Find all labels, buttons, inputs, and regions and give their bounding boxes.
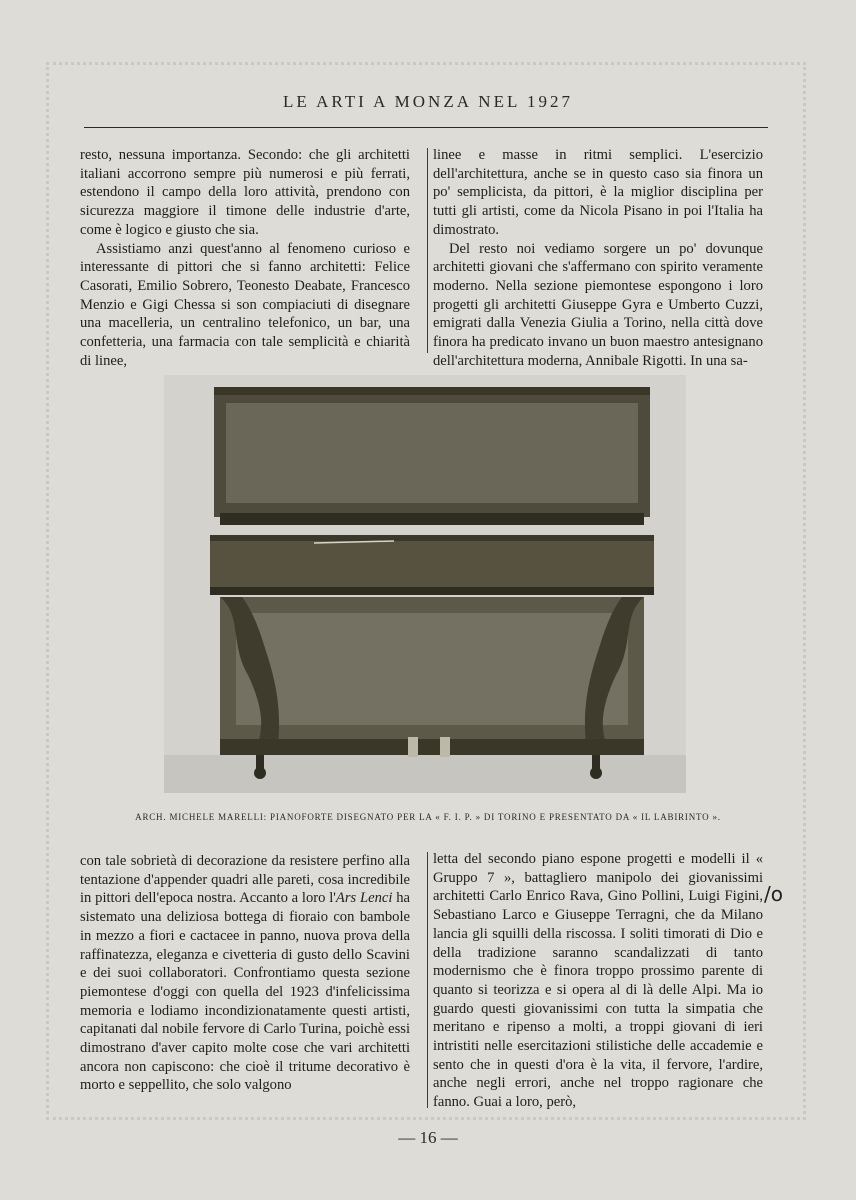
column-bottom-left bbox=[80, 852, 410, 1095]
header-rule bbox=[84, 127, 768, 128]
column-top-right bbox=[433, 146, 763, 370]
column-divider-top bbox=[427, 148, 428, 353]
column-top-left bbox=[80, 146, 410, 370]
paragraph: Del resto noi vediamo sorgere un po' dovunque architetti giovani che s'affermano con spirito veramente moderno. Nella sezione piemontese espongono i loro progetti gli architetti Giuseppe Gyra e Umberto Cuzzi, emigrati dalla Venezia Giulia a Torino, nella città dove finora ha predicato invano un buon maestro antesignano dell'architettura moderna, Annibale Rigotti. In una sa- bbox=[433, 240, 763, 369]
paragraph: resto, nessuna importanza. Secondo: che gli architetti italiani accorrono sempre più numerosi e più ferrati, estendono il campo della loro attività, prendono con sicurezza maggiore il timone delle industrie d'arte, come è logico e giusto che sia. bbox=[80, 147, 410, 238]
paragraph: letta del secondo piano espone progetti e modelli il « Gruppo 7 », battagliero manipolo dei giovanissimi architetti Carlo Enrico Rava, Gino Pollini, Luigi Figini, Sebastiano Larco e Giuseppe Terragni, che da Milano lancia gli squilli della riscossa. I soliti timorati di Dio e della tradizione saranno scandalizzati di tanto modernismo che è finora troppo prossimo parente di quanto si teorizza e si opera al di là delle Alpi. Ma io guardo questi giovanissimi con tutta la simpatia che meritano e ripenso a molti, a troppi giovani di ieri intristiti nelle esercitazioni stilistiche delle accademie e sento che in questi d'ora è la vita, il fervore, l'ardire, anche negli errori, anche nel troppo ragionare che fanno. Guai a loro, però, bbox=[433, 851, 763, 1111]
text-run: ha sistemato una deliziosa bottega di fioraio con bambole in mezzo a fiori e cactacee in panno, nuova prova della raffinatezza, eleganza e civetteria di gusto dello Scavini e dei suoi collaboratori. Confrontiamo questa sezione piemontese d'oggi con quella del 1923 d'infelicissima memoria e lodiamo incondizionatamente questi artisti, capitanati dal nobile fervore di Carlo Turina, poichè essi dimostrano d'aver capito molte cose che vari architetti ancora non capiscono: che cioè il tritume decorativo è morto e seppellito, che solo valgono bbox=[80, 890, 410, 1094]
piano-photograph bbox=[164, 375, 686, 793]
paragraph bbox=[80, 852, 410, 1095]
paragraph: linee e masse in ritmi semplici. L'esercizio dell'architettura, anche se in questo caso sia finora un po' semplicista, da pittori, è la miglior disciplina per tutti gli artisti, come da Nicola Pisano in poi l'Italia ha dimostrato. bbox=[433, 147, 763, 238]
running-header: LE ARTI A MONZA NEL 1927 bbox=[283, 92, 573, 111]
column-divider-bottom bbox=[427, 852, 428, 1108]
piano-illustration bbox=[164, 375, 686, 793]
page-number: — 16 — bbox=[398, 1128, 458, 1147]
text-run: con tale sobrietà di decorazione da resistere perfino alla tentazione d'appender quadri alle pareti, cosa incredibile in pittori dell'epoca nostra. Accanto a loro l' bbox=[80, 853, 410, 907]
column-bottom-right bbox=[433, 850, 763, 1112]
italic-title: Ars Lenci bbox=[335, 890, 393, 907]
figure-caption: ARCH. MICHELE MARELLI: PIANOFORTE DISEGNATO PER LA « F. I. P. » DI TORINO E PRESENTATO DA « IL LABIRINTO ». bbox=[135, 812, 721, 822]
paragraph: Assistiamo anzi quest'anno al fenomeno curioso e interessante di pittori che si fanno architetti: Felice Casorati, Emilio Sobrero, Teonesto Deabate, Francesco Menzio e Gigi Chessa si son compiaciuti di disegnare una macelleria, un centralino telefonico, un bar, una confetteria, una farmacia con tale semplicità e chiarità di linee, bbox=[80, 240, 410, 369]
handwritten-annotation: /o bbox=[764, 882, 783, 906]
